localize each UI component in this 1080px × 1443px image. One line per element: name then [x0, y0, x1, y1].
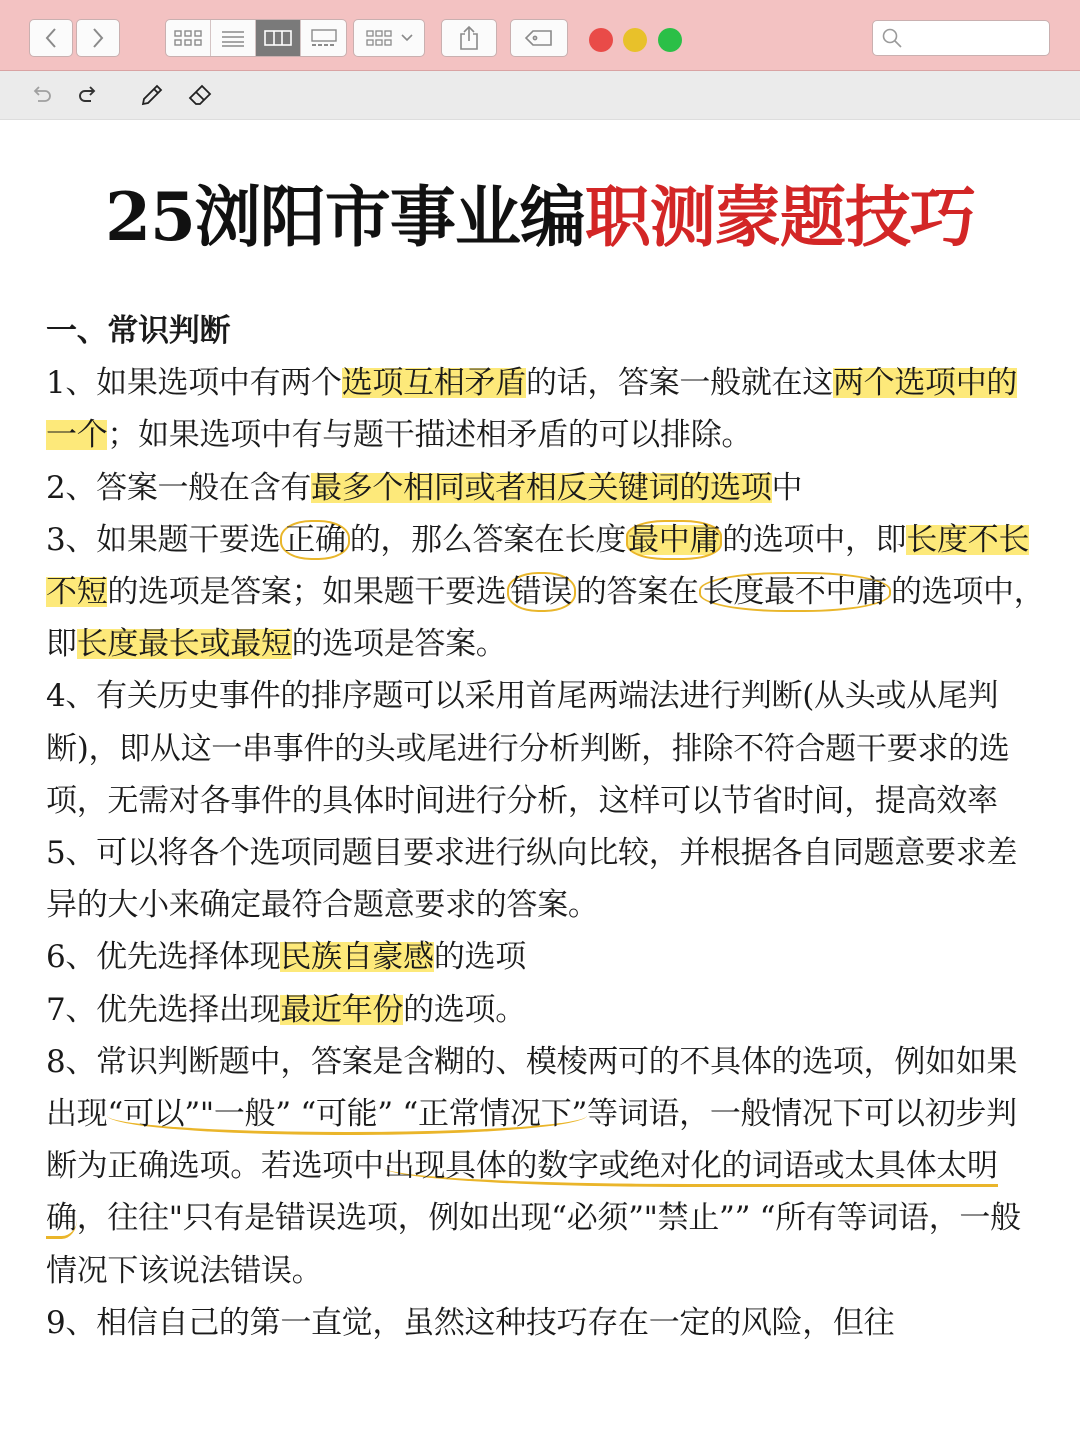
- search-input[interactable]: [909, 25, 1045, 53]
- text: 的选项: [433, 939, 526, 976]
- icon-view-button[interactable]: [166, 20, 211, 56]
- text: 7、优先选择出现: [46, 991, 281, 1028]
- column-view-button[interactable]: [256, 20, 301, 56]
- circled-text: 错误: [507, 572, 576, 612]
- highlight: 选项互相矛盾: [341, 365, 526, 402]
- item-7: [46, 984, 1046, 1036]
- text: 的选项中，即: [46, 574, 1045, 663]
- share-icon: [458, 25, 480, 51]
- minimize-window-button[interactable]: [623, 28, 647, 52]
- back-button[interactable]: [29, 19, 73, 57]
- gallery-view-button[interactable]: [301, 20, 346, 56]
- text: 中: [771, 469, 803, 506]
- highlight: 最中庸: [628, 521, 721, 558]
- text: 的答案在: [575, 574, 699, 611]
- forward-button[interactable]: [76, 19, 120, 57]
- pencil-icon: [139, 82, 165, 108]
- text: 的选项中，即: [722, 521, 907, 558]
- group-grid-icon: [364, 28, 394, 48]
- item-4: 4、有关历史事件的排序题可以采用首尾两端法进行判断(从头或从尾判断)，即从这一串事件的头或尾进行分析判断，排除不符合题干要求的选项，无需对各事件的具体时间进行分析，这样可以节省时间，提高效率: [46, 678, 1010, 819]
- text: 8、常识判断题中，答案是含糊的、模棱两可的不具体的选项，例如如果出现: [46, 1043, 1018, 1133]
- circled-text: 长度最不中庸: [699, 572, 891, 612]
- group-by-button[interactable]: [353, 19, 425, 57]
- redo-icon: [76, 83, 100, 107]
- search-field[interactable]: [872, 20, 1050, 56]
- columns-icon: [263, 28, 293, 48]
- document-title: [0, 175, 1080, 259]
- tag-icon: [524, 28, 554, 48]
- text: 的选项。: [403, 991, 526, 1028]
- title-black-part: 25浏阳市事业编: [105, 178, 585, 256]
- undo-icon: [30, 83, 54, 107]
- text: 2、答案一般在含有: [46, 469, 312, 506]
- circled-text: 出现具体的数字或绝对化的词语或太具体太明确: [46, 1148, 998, 1239]
- text: ，往往"只有是错误选项，例如出现“必须”"禁止”” “所有等词语，一般情况下该说法错误。: [46, 1200, 1021, 1289]
- eraser-button[interactable]: [186, 81, 214, 109]
- highlight: 长度不长不短: [46, 521, 1030, 611]
- share-button[interactable]: [441, 19, 497, 57]
- highlight: 民族自豪感: [280, 939, 434, 976]
- title-red-part: 职测蒙题技巧: [584, 178, 975, 256]
- item-2: [46, 462, 1046, 514]
- item-9: 9、相信自己的第一直觉，虽然这种技巧存在一定的风险，但往: [46, 1304, 895, 1341]
- item-3: [46, 514, 1046, 671]
- undo-button[interactable]: [28, 81, 56, 109]
- circled-text: 正确: [280, 520, 349, 560]
- grid-icon: [173, 28, 203, 48]
- circled-text: “可以”"一般” “可能” “正常情况下”: [107, 1096, 587, 1135]
- view-mode-segment: [165, 19, 347, 57]
- text: 的选项是答案。: [291, 626, 507, 663]
- document-body: [46, 305, 1046, 1349]
- section-heading: 一、常识判断: [46, 313, 231, 349]
- chevron-down-icon: [400, 33, 414, 43]
- highlight: 长度最长或最短: [76, 626, 292, 663]
- close-window-button[interactable]: [589, 28, 613, 52]
- gallery-icon: [309, 28, 339, 48]
- text: ；如果选项中有与题干描述相矛盾的可以排除。: [107, 417, 753, 454]
- text: 等词语，一般情况下可以初步判断为正确选项。若选项中: [46, 1096, 1017, 1185]
- text: 6、优先选择体现: [46, 939, 281, 976]
- item-5: 5、可以将各个选项同题目要求进行纵向比较，并根据各自同题意要求差异的大小来确定最符合题意要求的答案。: [46, 835, 1018, 924]
- item-6: [46, 931, 1046, 983]
- list-icon: [220, 28, 246, 48]
- zoom-window-button[interactable]: [658, 28, 682, 52]
- window-toolbar: [0, 0, 1080, 71]
- pencil-button[interactable]: [138, 81, 166, 109]
- text: 3、如果题干要选: [46, 521, 281, 558]
- highlight: 最多个相同或者相反关键词的选项: [311, 469, 772, 506]
- list-view-button[interactable]: [211, 20, 256, 56]
- eraser-icon: [187, 82, 213, 108]
- text: 1、如果选项中有两个: [46, 365, 342, 402]
- annotation-toolbar: [0, 71, 1080, 120]
- text: 的话，答案一般就在这: [525, 365, 833, 402]
- item-1: [46, 357, 1046, 461]
- chevron-right-icon: [91, 27, 105, 49]
- search-icon: [881, 27, 903, 49]
- tag-button[interactable]: [510, 19, 568, 57]
- redo-button[interactable]: [74, 81, 102, 109]
- text: 的，那么答案在长度: [349, 521, 627, 558]
- chevron-left-icon: [44, 27, 58, 49]
- highlight: 最近年份: [280, 991, 404, 1028]
- item-8: [46, 1036, 1046, 1297]
- highlight: 两个选项中的一个: [46, 365, 1018, 454]
- text: 的选项是答案；如果题干要选: [107, 574, 507, 611]
